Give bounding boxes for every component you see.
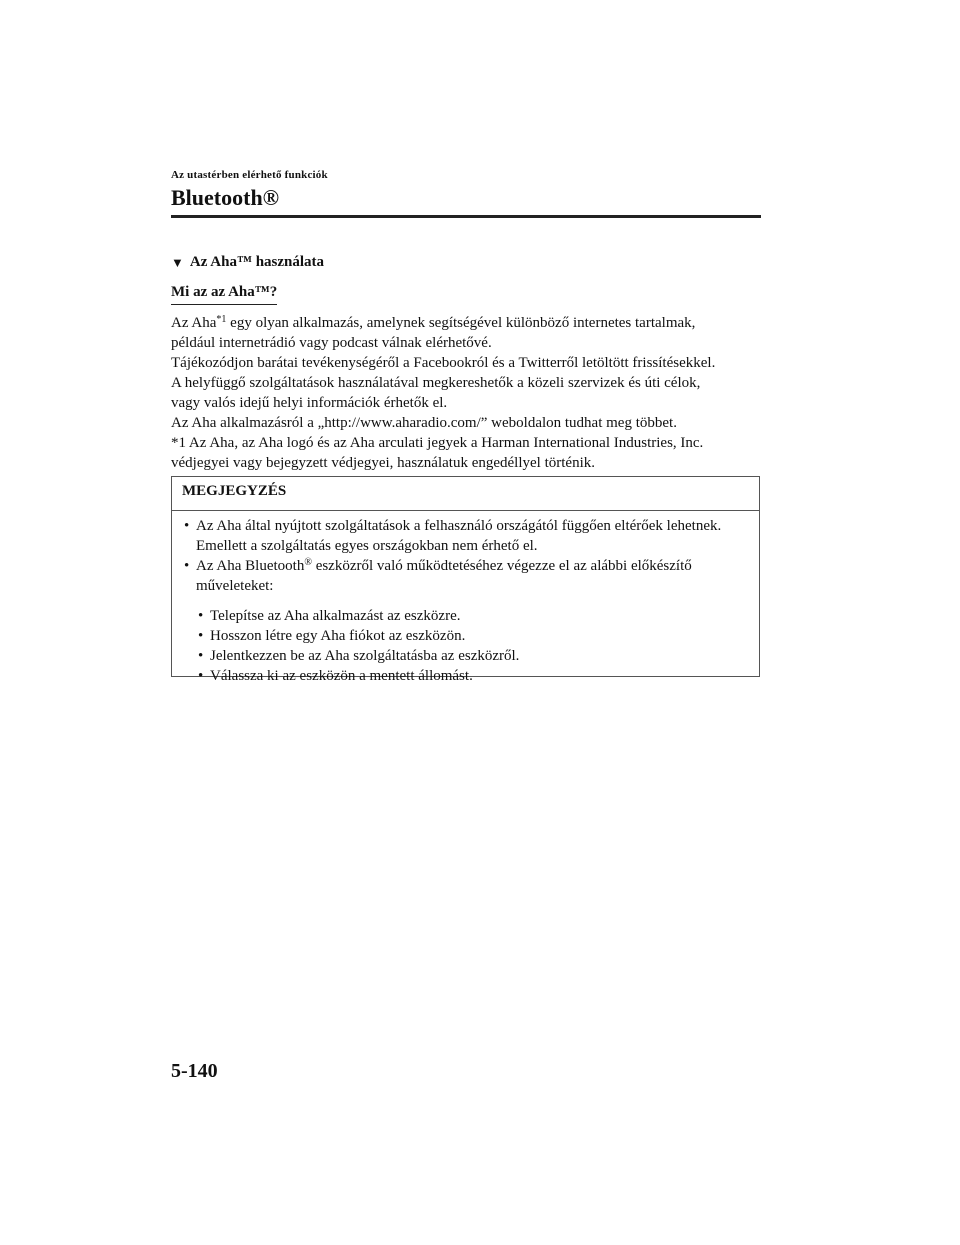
note-body (172, 511, 759, 686)
body-line: Tájékozódjon barátai tevékenységéről a Facebookról és a Twitterről letöltött frissítésekkel. (171, 355, 716, 371)
list-item: • Jelentkezzen be az Aha szolgáltatásba az eszközről. (198, 648, 520, 664)
title-divider (171, 215, 761, 218)
bullet-icon: • (198, 648, 204, 664)
bullet-icon: • (184, 558, 190, 574)
footnote-marker: *1 (216, 314, 227, 325)
steps-list (184, 606, 759, 686)
note-item: • Az Aha által nyújtott szolgáltatások a felhasználó országától függően eltérőek lehetnek. Emellett a szolgáltatás egyes országokban nem érhető el. (184, 518, 722, 554)
body-line: Az Aha$^{*1}$ egy olyan alkalmazás, amelynek segítségével különböző internetes tartalmak, (171, 314, 696, 331)
body-line: Az Aha alkalmazásról a „http://www.aharadio.com/” weboldalon tudhat meg többet. (171, 415, 677, 431)
body-text (171, 313, 771, 473)
body-line: vagy valós idejű helyi információk érhetők el. (171, 395, 448, 411)
note-box (171, 476, 760, 684)
bullet-icon: • (184, 518, 190, 534)
list-item: • Válassza ki az eszközön a mentett állomást. (198, 668, 473, 684)
registered-mark: ® (304, 557, 312, 568)
bullet-icon: • (198, 628, 204, 644)
triangle-down-icon: ▼ (171, 254, 184, 270)
section-label: Az utastérben elérhető funkciók (171, 169, 328, 181)
footnote-line: védjegyei vagy bejegyzett védjegyei, használatuk engedéllyel történik. (171, 455, 595, 471)
question-heading: Mi az az Aha™? (171, 284, 278, 300)
note-item: • Az Aha Bluetooth® eszközről való működtetéséhez végezze el az alábbi előkészítő műveleteket: (184, 557, 692, 594)
list-item: • Hosszon létre egy Aha fiókot az eszközön. (198, 628, 466, 644)
subsection-heading (171, 254, 324, 271)
list-item: • Telepítse az Aha alkalmazást az eszközre. (198, 608, 461, 624)
page-title: Bluetooth® (171, 185, 280, 210)
page-number: 5-140 (171, 1060, 218, 1082)
bullet-icon: • (198, 608, 204, 624)
subsection-heading-text: Az Aha™ használata (189, 254, 325, 270)
question-underline (171, 304, 277, 305)
note-title: MEGJEGYZÉS (172, 477, 759, 511)
footnote-line: *1 Az Aha, az Aha logó és az Aha arculati jegyek a Harman International Industries, Inc. (171, 435, 704, 451)
body-line: például internetrádió vagy podcast válnak elérhetővé. (171, 335, 492, 351)
bullet-icon: • (198, 668, 204, 684)
body-line: A helyfüggő szolgáltatások használatával megkereshetők a közeli szervizek és úti célok, (171, 375, 701, 391)
